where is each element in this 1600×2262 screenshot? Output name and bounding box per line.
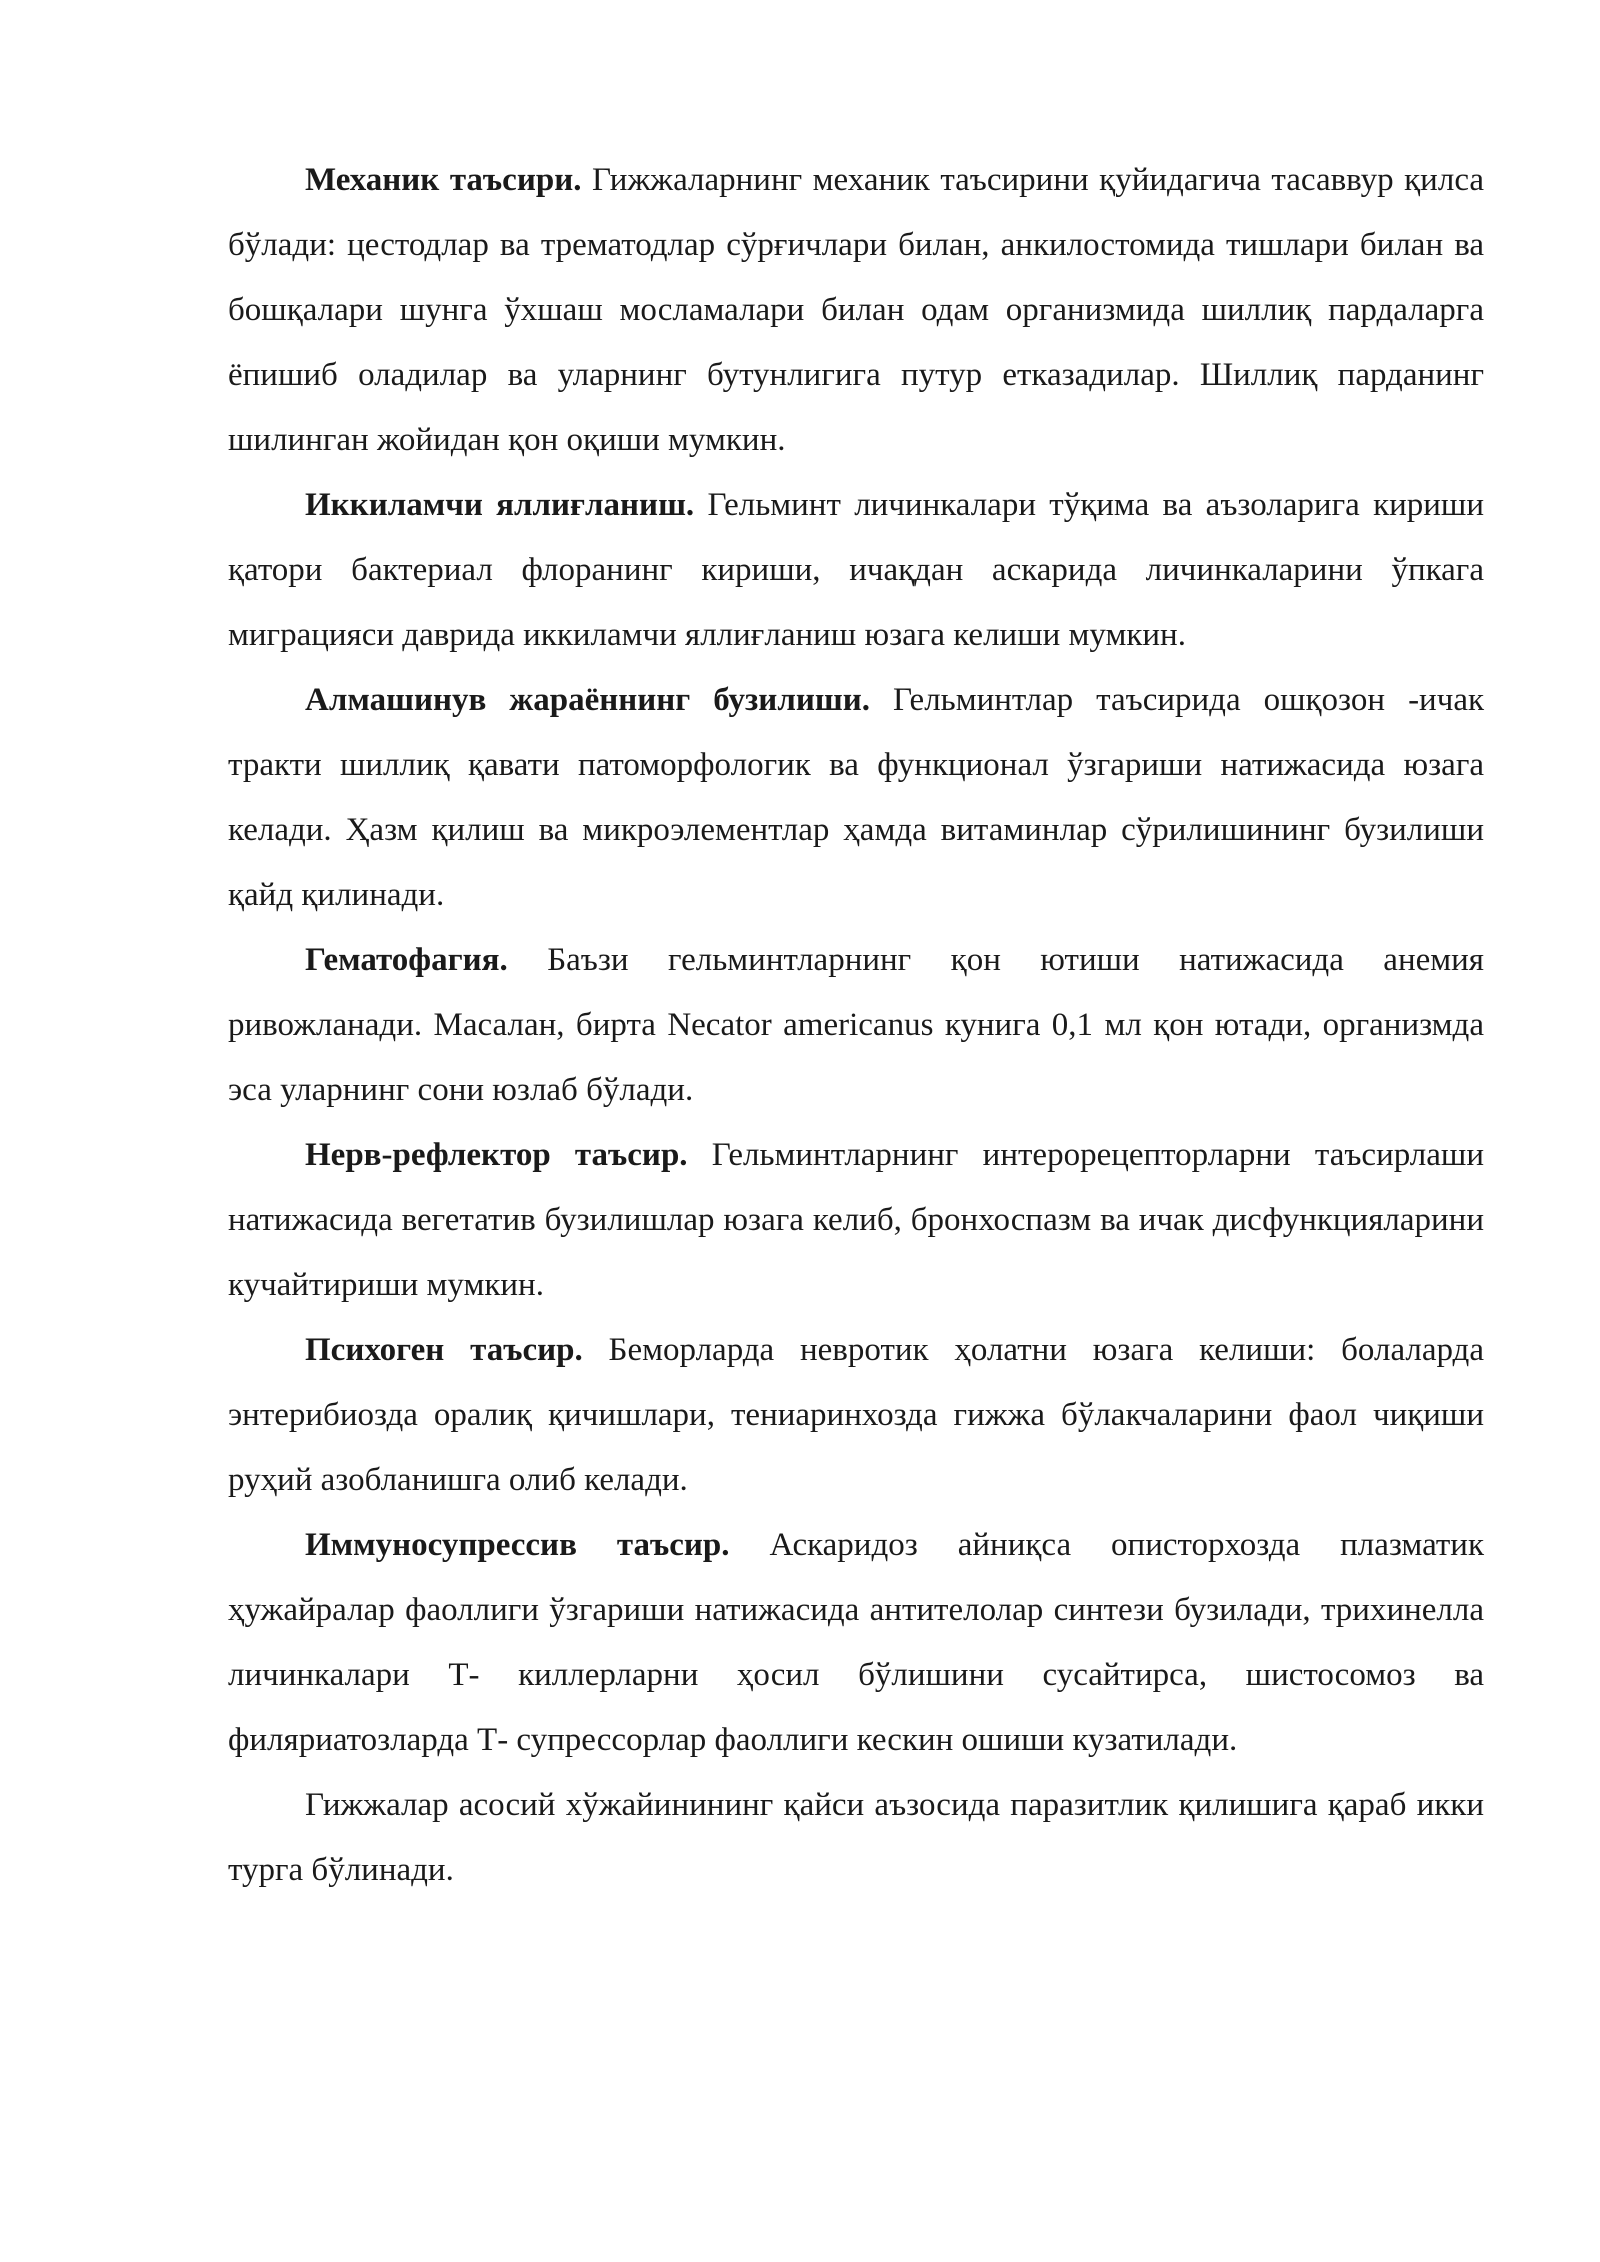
paragraph-text: Гижжаларнинг механик таъсирини қуйидагича тасаввур қилса бўлади: цестодлар ва трематодлар сўрғичлари билан, анкилостомида тишлари билан ва бошқалари шунга ўхшаш мосламалари билан одам организмида шиллиқ пардаларга ёпишиб оладилар ва уларнинг бутунлигига путур етказадилар. Шиллиқ парданинг шилинган жойидан қон оқиши мумкин. xyxy=(228,162,1485,458)
paragraph-classification xyxy=(228,1773,1484,1903)
paragraph-heading: Психоген таъсир. xyxy=(305,1332,583,1368)
paragraph-heading: Иккиламчи яллиғланиш. xyxy=(305,487,695,523)
paragraph-secondary-inflammation xyxy=(228,473,1484,668)
paragraph-text: Беморларда невротик ҳолатни юзага келиши: болаларда энтерибиозда оралиқ қичишлари, тениаринхозда гижжа бўлакчаларини фаол чиқиши руҳий азобланишга олиб келади. xyxy=(228,1332,1484,1498)
paragraph-metabolism-disorder xyxy=(228,668,1484,928)
paragraph-neuro-reflex-effect xyxy=(228,1123,1484,1318)
paragraph-text: Аскаридоз айниқса описторхозда плазматик ҳужайралар фаоллиги ўзгариши натижасида антителолар синтези бузилади, трихинелла личинкалари Т- киллерларни ҳосил бўлишини сусайтирса, шистосомоз ва филяриатозларда Т- супрессорлар фаоллиги кескин ошиши кузатилади. xyxy=(228,1527,1484,1758)
paragraph-text: Баъзи гельминтларнинг қон ютиши натижасида анемия ривожланади. Масалан, бирта Necator americanus кунига 0,1 мл қон ютади, организмда эса уларнинг сони юзлаб бўлади. xyxy=(228,942,1484,1108)
paragraph-heading: Алмашинув жараённинг бузилиши. xyxy=(305,682,870,718)
paragraph-text: Гельминт личинкалари тўқима ва аъзоларига кириши қатори бактериал флоранинг кириши, ичақдан аскарида личинкаларини ўпкага миграцияси даврида иккиламчи яллиғланиш юзага келиши мумкин. xyxy=(228,487,1484,653)
document-body xyxy=(228,148,1484,1903)
paragraph-psychogenic-effect xyxy=(228,1318,1484,1513)
paragraph-hematophagy xyxy=(228,928,1484,1123)
paragraph-text: Гельминтлар таъсирида ошқозон -ичак тракти шиллиқ қавати патоморфологик ва функционал ўзгариши натижасида юзага келади. Ҳазм қилиш ва микроэлементлар ҳамда витаминлар сўрилишининг бузилиши қайд қилинади. xyxy=(228,682,1484,913)
paragraph-heading: Иммуносупрессив таъсир. xyxy=(305,1527,730,1563)
paragraph-text: Гижжалар асосий хўжайинининг қайси аъзосида паразитлик қилишига қараб икки турга бўлинади. xyxy=(228,1787,1484,1888)
paragraph-heading: Нерв-рефлектор таъсир. xyxy=(305,1137,688,1173)
paragraph-heading: Гематофагия. xyxy=(305,942,508,978)
paragraph-heading: Механик таъсири. xyxy=(305,162,582,198)
paragraph-immunosuppressive-effect xyxy=(228,1513,1484,1773)
paragraph-text: Гельминтларнинг интерорецепторларни таъсирлаши натижасида вегетатив бузилишлар юзага келиб, бронхоспазм ва ичак дисфункцияларини кучайтириши мумкин. xyxy=(228,1137,1484,1303)
paragraph-mechanical-effect xyxy=(228,148,1484,473)
